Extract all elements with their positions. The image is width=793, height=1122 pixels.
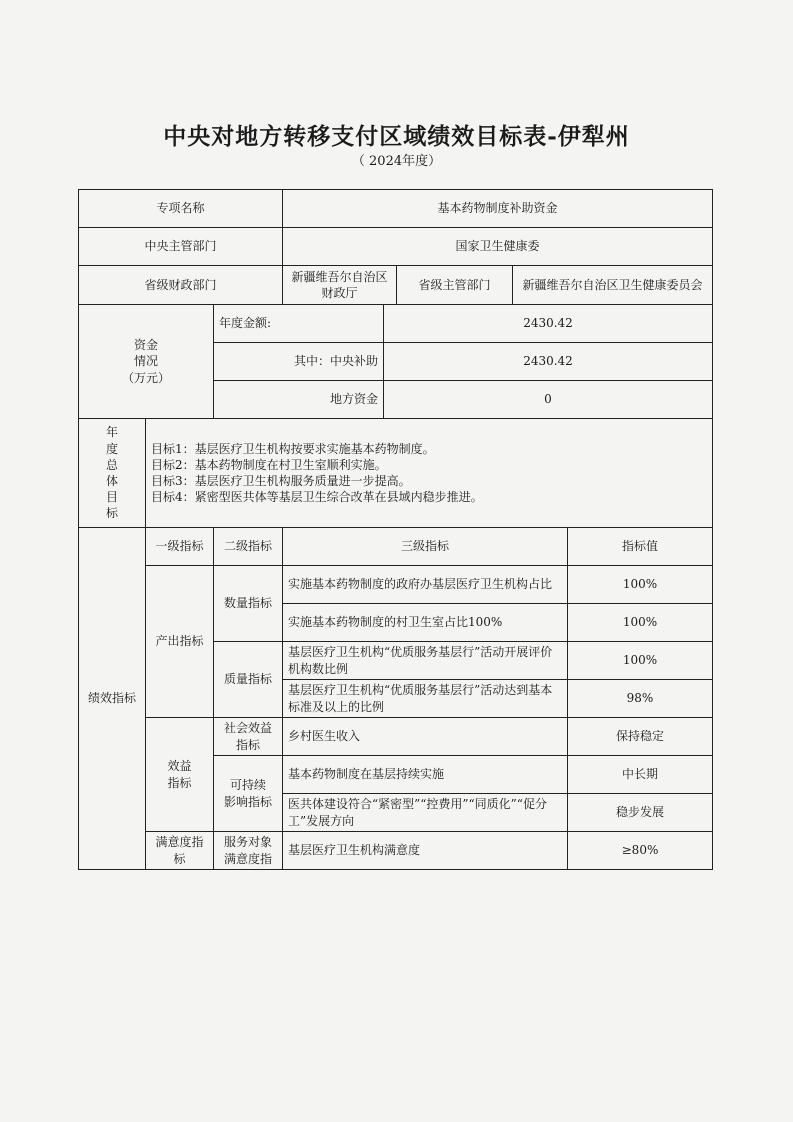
indicator-name: 基层医疗卫生机构满意度 (283, 832, 568, 870)
header-l1: 一级指标 (146, 528, 214, 566)
goal-item: 目标3：基层医疗卫生机构服务质量进一步提高。 (151, 474, 411, 488)
indicator-value: 稳步发展 (568, 794, 713, 832)
satisfaction-sub-label: 服务对象 满意度指 (214, 832, 283, 870)
goal-item: 目标4：紧密型医共体等基层卫生综合改革在县域内稳步推进。 (151, 490, 483, 505)
project-value: 基本药物制度补助资金 (283, 190, 713, 228)
provincial-dept-value: 新疆维吾尔自治区卫生健康委员会 (513, 266, 713, 305)
indicator-name: 实施基本药物制度的政府办基层医疗卫生机构占比 (283, 566, 568, 604)
output-label: 产出指标 (146, 566, 214, 718)
central-dept-value: 国家卫生健康委 (283, 228, 713, 266)
indicator-name: 基层医疗卫生机构“优质服务基层行”活动开展评价机构数比例 (283, 642, 568, 680)
goals-row (79, 419, 713, 528)
header-l3: 三级指标 (283, 528, 568, 566)
header-l2: 二级指标 (214, 528, 283, 566)
indicator-name: 基层医疗卫生机构“优质服务基层行”活动达到基本标准及以上的比例 (283, 680, 568, 718)
indicator-name: 乡村医生收入 (283, 718, 568, 756)
social-label: 社会效益 指标 (214, 718, 283, 756)
funds-annual-label: 年度金额: (214, 305, 384, 343)
indicator-name: 基本药物制度在基层持续实施 (283, 756, 568, 794)
indicator-value: 100% (568, 604, 713, 642)
project-row (79, 190, 713, 228)
indicator-value: 100% (568, 566, 713, 604)
central-dept-label: 中央主管部门 (79, 228, 283, 266)
sustain-label: 可持续 影响指标 (214, 756, 283, 832)
satisfaction-label: 满意度指 标 (146, 832, 214, 870)
funds-annual-value: 2430.42 (384, 305, 713, 343)
provincial-dept-label: 省级主管部门 (397, 266, 513, 305)
indicator-value: 98% (568, 680, 713, 718)
table-row (79, 832, 713, 870)
project-label: 专项名称 (79, 190, 283, 228)
indicator-header-row (79, 528, 713, 566)
indicator-value: 保持稳定 (568, 718, 713, 756)
funds-central-value: 2430.42 (384, 343, 713, 381)
indicator-name: 实施基本药物制度的村卫生室占比100% (283, 604, 568, 642)
header-value: 指标值 (568, 528, 713, 566)
indicator-value: ≥80% (568, 832, 713, 870)
indicator-name: 医共体建设符合“紧密型”“控费用”“同质化”“促分工”发展方向 (283, 794, 568, 832)
funds-local-label: 地方资金 (214, 381, 384, 419)
quality-label: 质量指标 (214, 642, 283, 718)
provincial-finance-label: 省级财政部门 (79, 266, 283, 305)
table-row (79, 566, 713, 604)
page-subtitle: （ 2024年度） (351, 154, 442, 169)
goals-list (146, 419, 713, 528)
indicator-value: 中长期 (568, 756, 713, 794)
quantity-label: 数量指标 (214, 566, 283, 642)
benefit-label: 效益 指标 (146, 718, 214, 832)
performance-table (78, 189, 713, 870)
indicator-value: 100% (568, 642, 713, 680)
goal-item: 目标1：基层医疗卫生机构按要求实施基本药物制度。 (151, 441, 435, 456)
provincial-row (79, 266, 713, 305)
table-row (79, 718, 713, 756)
funds-row-annual (79, 305, 713, 343)
indicators-label: 绩效指标 (79, 528, 146, 870)
funds-local-value: 0 (384, 381, 713, 419)
provincial-finance-value: 新疆维吾尔自治区财政厅 (283, 266, 397, 305)
funds-label: 资金 情况 （万元） (79, 305, 214, 419)
goals-label: 年 度 总 体 目 标 (79, 419, 146, 528)
page-title: 中央对地方转移支付区域绩效目标表-伊犁州 (163, 123, 630, 150)
goal-item: 目标2：基本药物制度在村卫生室顺利实施。 (151, 457, 387, 472)
central-dept-row (79, 228, 713, 266)
funds-central-label: 其中：中央补助 (214, 343, 384, 381)
